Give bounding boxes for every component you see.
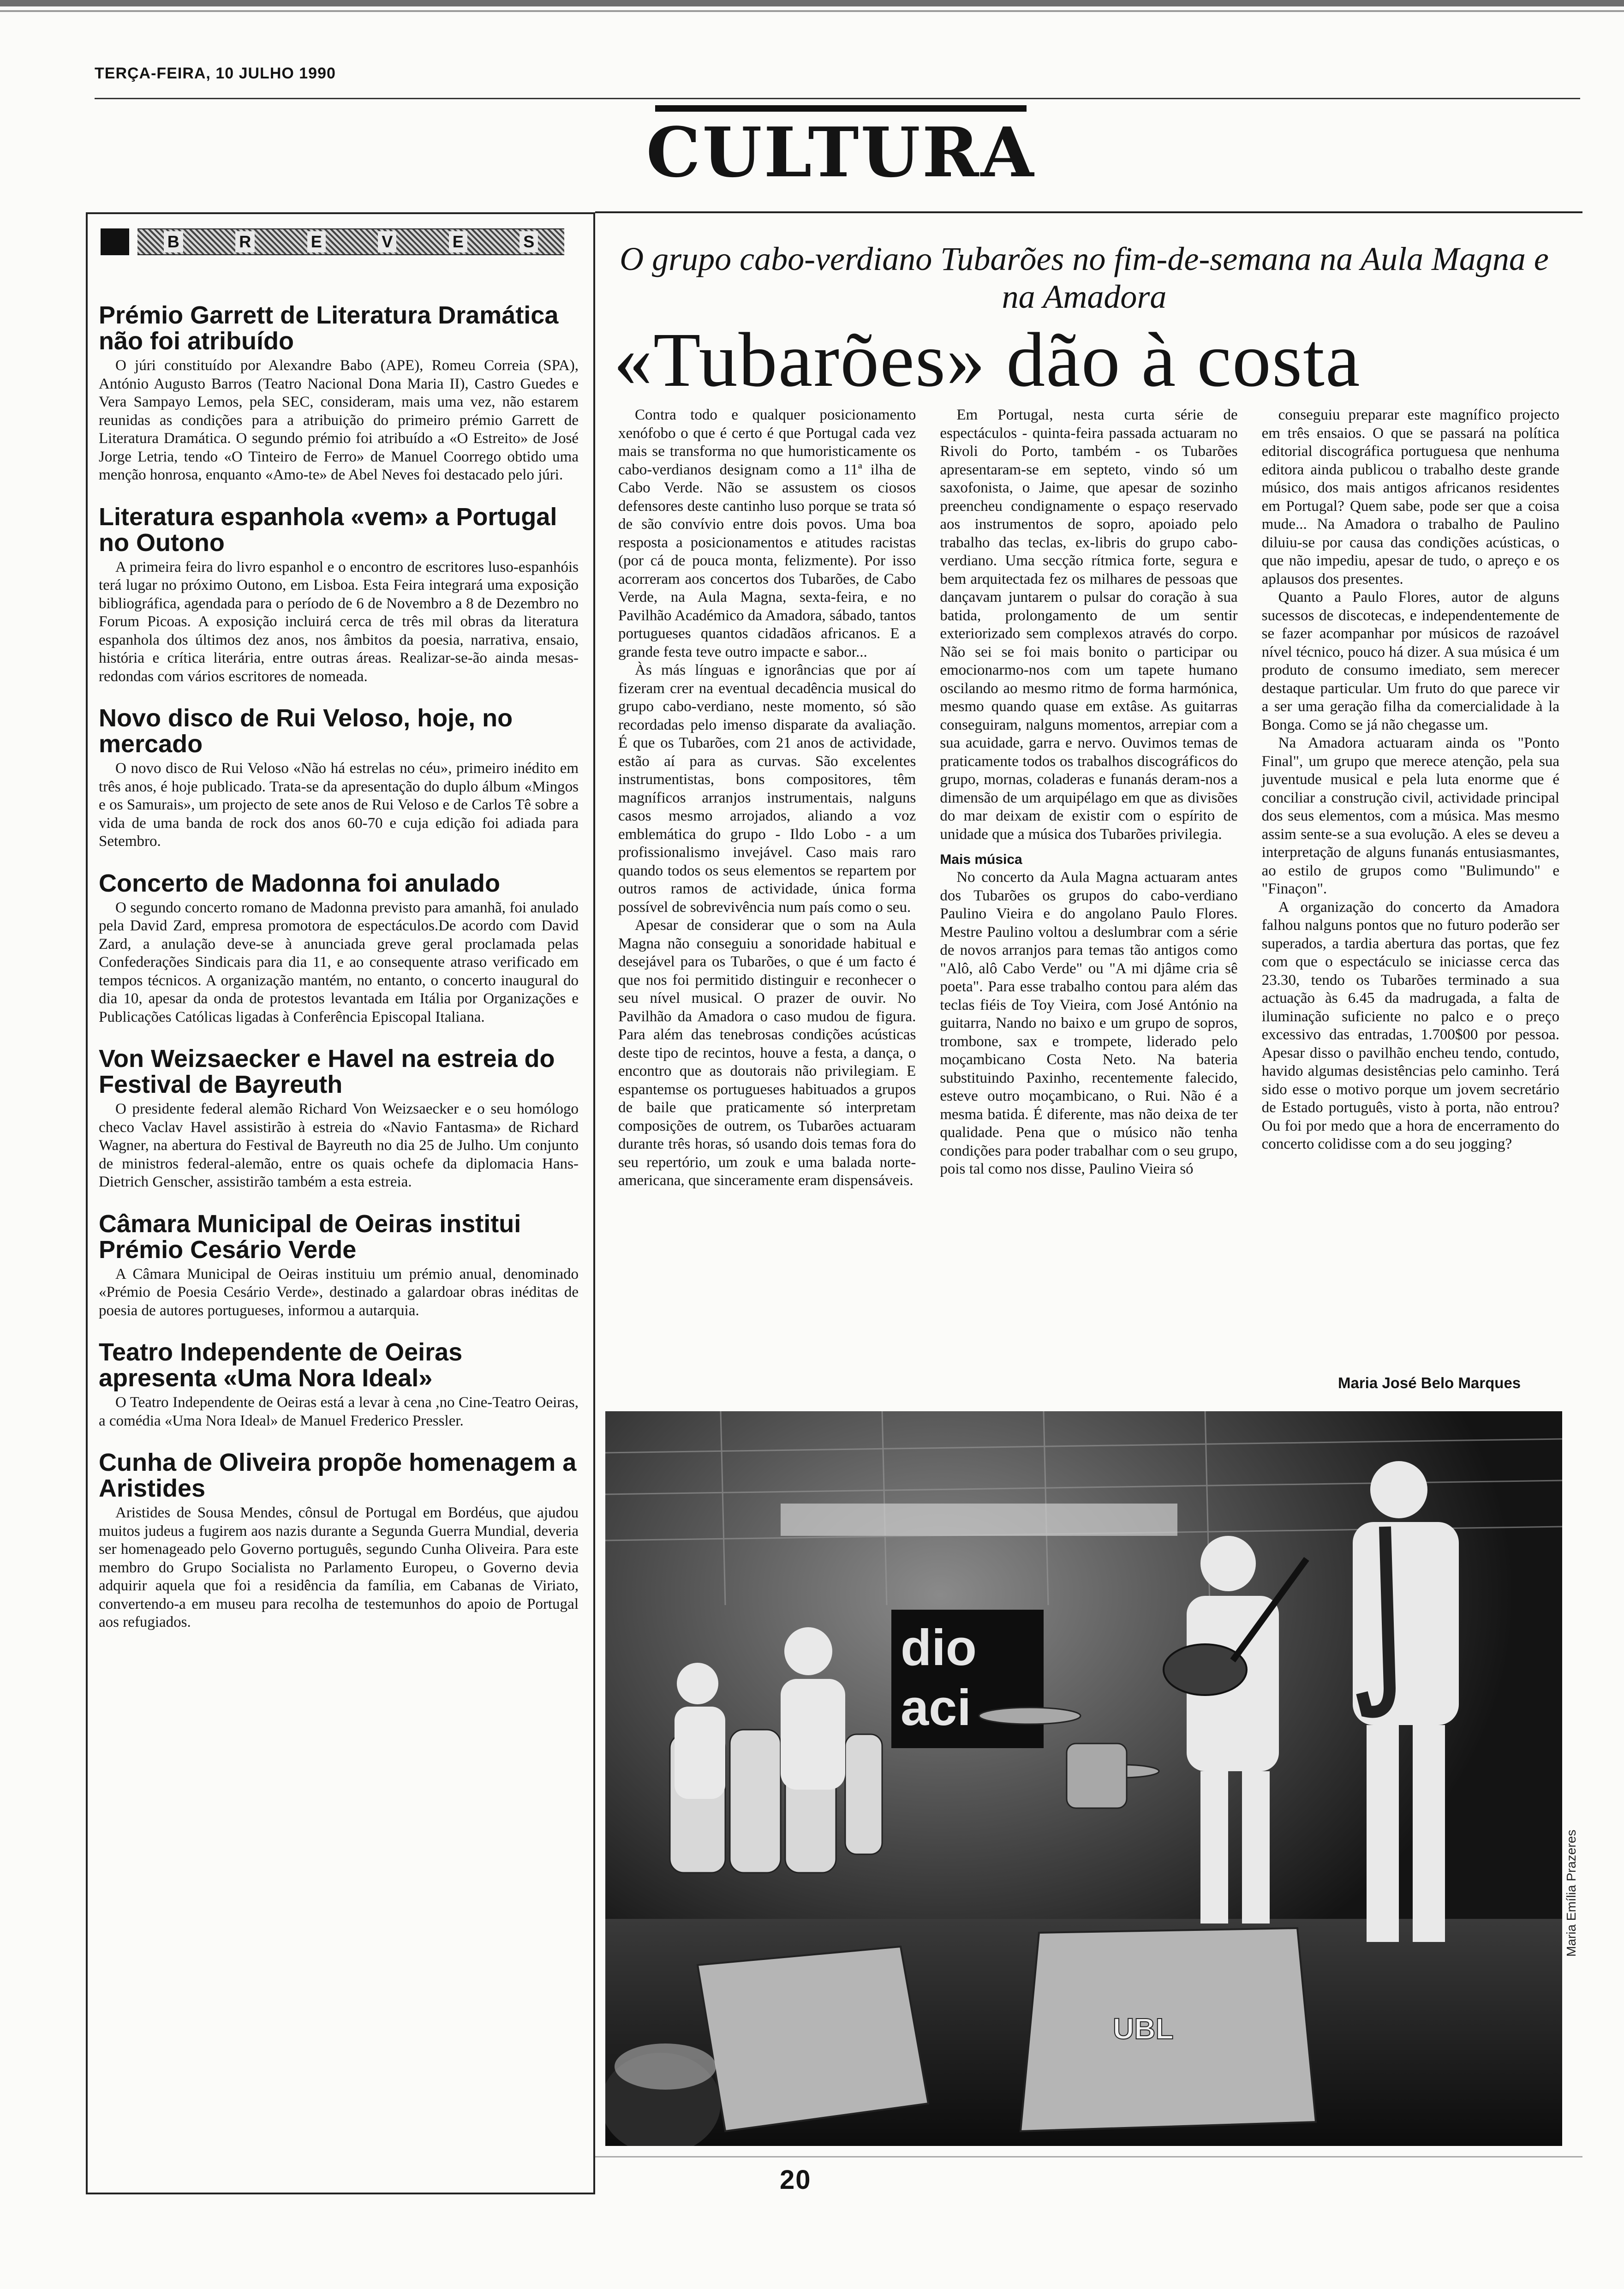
bottom-rule bbox=[595, 2156, 1582, 2157]
page-number: 20 bbox=[780, 2165, 812, 2195]
brief-title: Cunha de Oliveira propõe homenagem a Aristides bbox=[99, 1449, 577, 1502]
breves-letter: R bbox=[235, 231, 255, 252]
paragraph: Contra todo e qualquer posicionamento xenófobo o que é certo é que Portugal cada vez mais se transforma no que humoristicamente os cabo-verdianos designam como a 11ª ilha de Cabo Verde. Não se assustem os ciosos defensores deste cantinho luso porque se trata só de são convívio entre dois povos. Uma boa resposta a posicionamentos e atitudes racistas (por cá de pouca monta, felizmente). Por isso acorreram aos concertos dos Tubarões, de Cabo Verde, na Aula Magna, sexta-feira, e no Pavilhão Académico da Amadora, sábado, tantos portugueses quantos cidadãos africanos. E a grande festa teve outro impacte e sabor... bbox=[618, 407, 916, 660]
paragraph: No concerto da Aula Magna actuaram antes dos Tubarões os grupos do cabo-verdiano Paulino Vieira e do angolano Paulo Flores. Mestre Paulino voltou a deslumbrar com a série de novos arranjos para temas tão antigos como "Alô, alô Cabo Verde" ou "A mi djâme cria sê poeta". Para esse trabalho contou para além das teclas fiéis de Toy Vieira, com José António na guitarra, Nando no baixo e um grupo de sopros, trombone, sax e trompete, liderado pelo moçambicano Costa Neto. Na bateria substituindo Paxinho, recentemente falecido, esteve outro moçambicano, o Rui. Não é a mesma batida. É diferente, mas não deixa de ter qualidade. Pena que o músico não tenha condições para poder trabalhar com o seu grupo, pois tal como nos disse, Paulino Vieira só bbox=[940, 869, 1238, 1177]
article-byline: Maria José Belo Marques bbox=[1338, 1374, 1521, 1391]
brief-body: O novo disco de Rui Veloso «Não há estrelas no céu», primeiro inédito em três anos, é hoje publicado. Trata-se da apresentação do duplo álbum «Mingos e os Samurais», um projecto de sete anos de Rui Veloso e de Carlos Tê sobre a vida de uma banda de rock dos anos 60-70 e cuja edição foi adiada para Setembro. bbox=[99, 760, 579, 850]
article-column-1 bbox=[618, 406, 916, 1389]
stage-sign-text: aci bbox=[901, 1679, 971, 1736]
article-subhead: Mais música bbox=[940, 852, 1022, 867]
brief-item bbox=[99, 302, 579, 485]
article-column-2 bbox=[940, 406, 1237, 1389]
brief-title: Novo disco de Rui Veloso, hoje, no mercado bbox=[99, 704, 513, 758]
breves-letter: S bbox=[519, 231, 538, 252]
section-bar bbox=[655, 105, 1027, 112]
paragraph: Às más línguas e ignorâncias que por aí fizeram crer na eventual decadência musical do grupo cabo-verdiano, neste momento, só são recordadas pelo imenso disparate da avaliação. É que os Tubarões, com 21 anos de actividade, estão aí para as curvas. São excelentes instrumentistas, bons compositores, têm magníficos arranjos instrumentais, nalguns casos mesmo arrojados, aliando a voz emblemática do grupo - Ildo Lobo - a um profissionalismo invejável. Caso mais raro quando todos os seus elementos se repartem por outros ramos de actividade, única forma possível de sobrevivência num país como o seu. bbox=[618, 662, 916, 916]
brief-body: O presidente federal alemão Richard Von Weizsaecker e o seu homólogo checo Vaclav Havel assistirão à estreia do «Navio Fantasma» de Richard Wagner, na abertura do Festival de Bayreuth no dia 25 de Julho. Um conjunto de ministros federal-alemão, entre os quais ochefe da diplomacia Hans-Dietrich Genscher, assistirão também a esta estreia. bbox=[99, 1101, 579, 1190]
top-border-thin bbox=[0, 10, 1624, 12]
brief-item bbox=[99, 1046, 579, 1192]
brief-item bbox=[99, 1450, 579, 1632]
dateline: TERÇA-FEIRA, 10 JULHO 1990 bbox=[95, 65, 336, 82]
top-border bbox=[0, 0, 1624, 6]
breves-letter: E bbox=[449, 231, 467, 252]
brief-title: Literatura espanhola «vem» a Portugal no Outono bbox=[99, 503, 557, 557]
article-kicker: O grupo cabo-verdiano Tubarões no fim-de-semana na Aula Magna e na Amadora bbox=[620, 240, 1549, 315]
brief-item bbox=[99, 705, 579, 851]
header-rule bbox=[95, 98, 1580, 99]
brief-item bbox=[99, 1339, 579, 1430]
breves-list bbox=[99, 302, 579, 1651]
concert-photo bbox=[605, 1411, 1562, 2146]
brief-title: Concerto de Madonna foi anulado bbox=[99, 869, 501, 897]
brief-item bbox=[99, 870, 579, 1027]
brief-title: Câmara Municipal de Oeiras institui Prémio Cesário Verde bbox=[99, 1210, 521, 1264]
brief-body: A Câmara Municipal de Oeiras instituiu um prémio anual, denominado «Prémio de Poesia Cesário Verde», destinado a galardoar obras inéditas de poesia de autores portugueses, informou a autarquia. bbox=[99, 1265, 579, 1319]
photo-credit: Maria Emília Prazeres bbox=[1564, 1829, 1578, 1957]
brief-body: O júri constituído por Alexandre Babo (APE), Romeu Correia (SPA), António Augusto Barros (Teatro Nacional Dona Maria II), Castro Guedes e Vera Sampayo Lemos, pela SEC, consideram, mais uma vez, não estarem reunidas as condições para a atribuição do primeiro prémio Garrett de Literatura Dramática. O segundo prémio foi atribuído a «O Estreito» de José Jorge Letria, tendo «O Tinteiro de Ferro» de Manuel Coorrego obtido uma menção honrosa, enquanto «Amo-te» de Abel Neves foi destacado pelo júri. bbox=[99, 357, 579, 483]
breves-letter: V bbox=[378, 231, 396, 252]
speaker-logo: UBL bbox=[1113, 2012, 1174, 2045]
paragraph: Quanto a Paulo Flores, autor de alguns sucessos de discotecas, e independentemente de se fazer acompanhar por músicos de razoável nível técnico, pouco há dizer. A sua música é um produto de consumo imediato, sem merecer destaque particular. Um fruto do que parece vir a ser uma geração filha da comercialidade à la Bonga. Como se já não chegasse um. bbox=[1261, 589, 1559, 733]
section-title: CULTURA bbox=[646, 112, 1036, 192]
brief-item bbox=[99, 504, 579, 686]
brief-item bbox=[99, 1211, 579, 1320]
breves-letter: B bbox=[164, 231, 183, 252]
paragraph: conseguiu preparar este magnífico projecto em três ensaios. O que se passará na política editorial discográfica portuguesa que nenhuma editora ainda publicou o trabalho deste grande músico, dos mais antigos africanos residentes em Portugal? Quem sabe, pode ser que a coisa mude... Na Amadora o trabalho de Paulino diluiu-se por causa das condições acústicas, o que não impediu, apesar de tudo, o apreço e os aplausos dos presentes. bbox=[1261, 407, 1559, 587]
brief-body: A primeira feira do livro espanhol e o encontro de escritores luso-espanhóis terá lugar no próximo Outono, em Lisboa. Esta Feira integrará uma exposição bibliográfica, agendada para o período de 6 de Novembro a 8 de Dezembro no Forum Picoas. A exposição incluirá cerca de três mil obras da literatura espanhola dos últimos dez anos, nos âmbitos da poesia, narrativa, ensaio, história e crítica literária, entre outras áreas. Realizar-se-ão ainda mesas-redondas com vários escritores de nomeada. bbox=[99, 558, 579, 685]
breves-square-marker bbox=[101, 228, 129, 255]
paragraph: Na Amadora actuaram ainda os "Ponto Final", um grupo que merece atenção, pela sua juventude musical e pela luta enorme que é conciliar a construção civil, actividade principal dos seus elementos, com a música. Mas mesmo assim sente-se a sua evolução. A eles se deveu a interpretação de alguns funanás entusiasmantes, ao estilo de grupos como "Bulimundo" e "Finaçon". bbox=[1261, 735, 1559, 897]
paragraph: Em Portugal, nesta curta série de espectáculos - quinta-feira passada actuaram no Rivoli do Porto, também - os Tubarões apresentaram-se em septeto, vindo só um saxofonista, o Jaime, que apesar de sozinho preencheu condignamente o espaço reservado aos instrumentos de sopro, apoiado pelo trabalho das teclas, ex-libris do grupo cabo-verdiano. Uma secção rítmica forte, segura e bem arquitectada fez os milhares de pessoas que dançavam juntarem o pulsar do coração à sua batida, prolongamento de um sentir exteriorizado sem complexos através do corpo. Não sei se foi mais bonito o participar ou emocionarmo-nos com um tapete humano oscilando ao mesmo ritmo de forma harmónica, mesmo quando quase em extâse. As guitarras conseguiram, nalguns momentos, arrepiar com a sua acuidade, garra e nervo. Ouvimos temas de praticamente todos os trabalhos discográficos do grupo, mornas, coladeras e funanás deram-nos a dimensão de um arquipélago em que as divisões do mar deixam de existir com o espírito de unidade que a música dos Tubarões privilegia. bbox=[940, 407, 1238, 843]
concert-photo-image bbox=[605, 1411, 1562, 2146]
breves-header bbox=[101, 228, 564, 255]
brief-body: O segundo concerto romano de Madonna previsto para amanhã, foi anulado pela David Zard, empresa promotora de espectáculos.De acordo com David Zard, a anulação deve-se à anunciada greve geral proclamada pelas Confederações Sindicais para dia 11, e ao consequente atraso verificado em tempos técnicos. A organização mantém, no entanto, o concerto inaugural do dia 10, apesar da onda de protestos levantada em Itália por Organizações e Publicações Católicas ligadas à Conferência Episcopal Italiana. bbox=[99, 899, 579, 1025]
brief-title: Teatro Independente de Oeiras apresenta «Uma Nora Ideal» bbox=[99, 1338, 463, 1392]
breves-letter: E bbox=[307, 231, 326, 252]
breves-letter-strip bbox=[137, 228, 564, 255]
paragraph: A organização do concerto da Amadora falhou nalguns pontos que no futuro poderão ser superados, a tardia abertura das portas, que fez com que o espectáculo se iniciasse cerca das 23.30, tendo os Tubarões terminado a sua actuação às 6.45 da madrugada, a falta de iluminação suficiente no palco e o preço excessivo das entradas, 1.700$00 por pessoa. Apesar disso o pavilhão encheu tendo, contudo, havido algumas desistências pelo caminho. Terá sido esse o motivo porque um jovem secretário de Estado português, visto à porta, não entrou? Ou foi por medo que a hora de encerramento do concerto colidisse com a do seu jogging? bbox=[1261, 899, 1559, 1152]
stage-sign-text: dio bbox=[901, 1619, 977, 1676]
brief-title: Von Weizsaecker e Havel na estreia do Festival de Bayreuth bbox=[99, 1045, 555, 1098]
brief-body: O Teatro Independente de Oeiras está a levar à cena ,no Cine-Teatro Oeiras, a comédia «Uma Nora Ideal» de Manuel Frederico Pressler. bbox=[99, 1394, 579, 1429]
article-column-3 bbox=[1262, 406, 1559, 1389]
article-body bbox=[618, 406, 1559, 1389]
paragraph: Apesar de considerar que o som na Aula Magna não conseguiu a sonoridade habitual e desejável para os Tubarões, o que é um facto é que nos foi permitido distinguir e reconhecer o seu nível musical. O prazer de ouvir. No Pavilhão da Amadora o caso mudou de figura. Para além das tenebrosas condições acústicas deste tipo de recintos, houve a festa, a dança, o encontro que as doutorais não privilegiam. E espantemse os portugueses habituados a grupos de baile que praticamente só interpretam composições de outrem, os Tubarões actuaram durante três horas, só usando dois temas fora do seu repertório, um zouk e uma balada norte-americana, que sinceramente eram dispensáveis. bbox=[618, 917, 916, 1189]
brief-body: Aristides de Sousa Mendes, cônsul de Portugal em Bordéus, que ajudou muitos judeus a fugirem aos nazis durante a Segunda Guerra Mundial, deveria ser homenageado pelo Governo português, segundo Cunha Oliveira. Para este membro do Grupo Socialista no Parlamento Europeu, o Governo devia adquirir aquela que foi a residência da família, em Cabanas de Viriato, convertendo-a em museu para recolha de testemunhos do apoio de Portugal aos refugiados. bbox=[99, 1504, 579, 1630]
article-headline: «Tubarões» dão à costa bbox=[614, 317, 1361, 403]
brief-title: Prémio Garrett de Literatura Dramática não foi atribuído bbox=[99, 301, 559, 355]
article-frame-top bbox=[595, 211, 1582, 213]
